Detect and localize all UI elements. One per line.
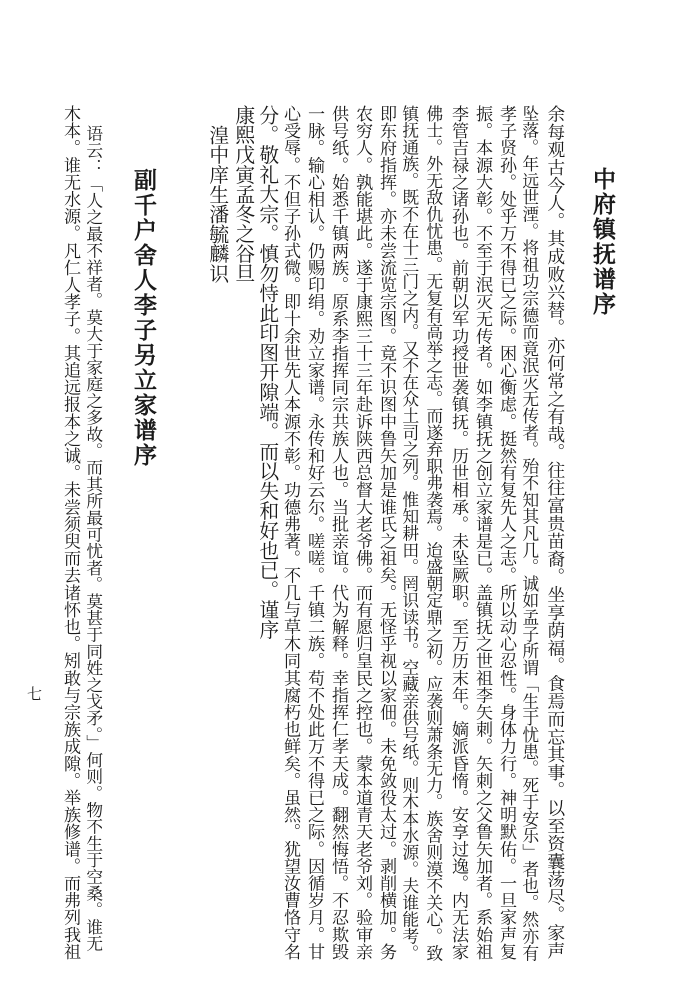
section1-title: 中府镇抚谱序 <box>589 167 616 317</box>
section2-title: 副千户舍人李子另立家谱序 <box>130 168 157 468</box>
text-column: 孝子贤孙。处乎万不得已之际。困心衡虑。挺然有复先人之志。所以动心忍性。身体力行。神明默佑。一旦家声复 <box>496 105 517 960</box>
text-column: 供号纸。始悉千镇两族。原系李指挥同宗共族人也。当批亲谊。代为解释。幸指挥仁孝天成。翻然悔悟。不忍欺毁 <box>328 105 349 960</box>
text-column: 木本。谁无水源。凡仁人孝子。其追远报本之诚。未尝须臾而去诸怀也。矧敢与宗族成隙。举族修谱。而弗列我祖 <box>60 105 81 960</box>
page-number: 七 <box>25 686 43 701</box>
text-column: 语云：「人之最不祥者。莫大于家庭之多故。而其所最可忧者。莫甚于同姓之戈矛。」何则。物不生于空桑。谁无 <box>83 125 104 952</box>
text-column: 分。敬礼大宗。慎勿恃此印图开隙端。而以失和好也已。谨序 <box>255 105 279 640</box>
text-column: 镇抚通族。既不在十三门之内。又不在众土司之列。惟知耕田。罔识读书。空藏亲供号纸。则木本水源。夫谁能考。 <box>399 105 420 962</box>
text-column: 余每观古今人。其成败兴替。亦何常之有哉。往往富贵苗裔。坐享荫福。食焉而忘其事。以至资囊荡尽。家声 <box>544 105 566 959</box>
date-line: 康熙戊寅孟冬之谷旦 <box>231 105 255 284</box>
text-column: 李管吉禄之诸孙也。前朝以军功授世袭镇抚。历世相承。未坠厥职。至万历末年。嫡派昏惰。安享过逸。内无法家 <box>448 105 469 960</box>
text-column: 坠落。年远世湮。将祖功宗德而竟泯灭无传者。殆不知其凡几。诚如孟子所谓「生于忧患。死于安乐」者也。然亦有 <box>519 105 540 962</box>
text-column: 即东府指挥。亦未尝流览宗图。竟不识图中鲁矢加是谁氏之祖矣。无怪乎视以家佃。未免敛役太过。剥削横加。务 <box>376 105 397 960</box>
text-column: 一脉。输心相认。仍赐印绢。劝立家谱。永传和好云尔。嗟嗟。千镇二族。苟不处此万不得已之际。因循岁月。甘 <box>304 105 325 960</box>
text-column: 佛士。外无敌仇忧患。无复有高举之志。而遂弃职弗袭焉。迨盛朝定鼎之初。应袭则萧条无力。族舍则漠不关心。致 <box>423 105 444 962</box>
author-line: 湟中庠生潘毓麟识 <box>205 125 229 284</box>
text-column: 心受辱。不但子孙式微。即十余世先人本源不彰。功德弗著。不几与草木同其腐朽也鲜矣。虽然。犹望汝曹恪守名 <box>280 105 301 960</box>
text-column: 农穷人。孰能堪此。遂于康熙三十三年赴诉陕西总督大老爷佛。而有愿归皇民之控也。蒙本道青天老爷刘。验审亲 <box>352 105 373 960</box>
text-column: 振。本源大彰。不至于泯灭无传者。如李镇抚之创立家谱是已。盖镇抚之世祖李矢刺。矢刺之父鲁矢加者。系始祖 <box>472 105 493 960</box>
